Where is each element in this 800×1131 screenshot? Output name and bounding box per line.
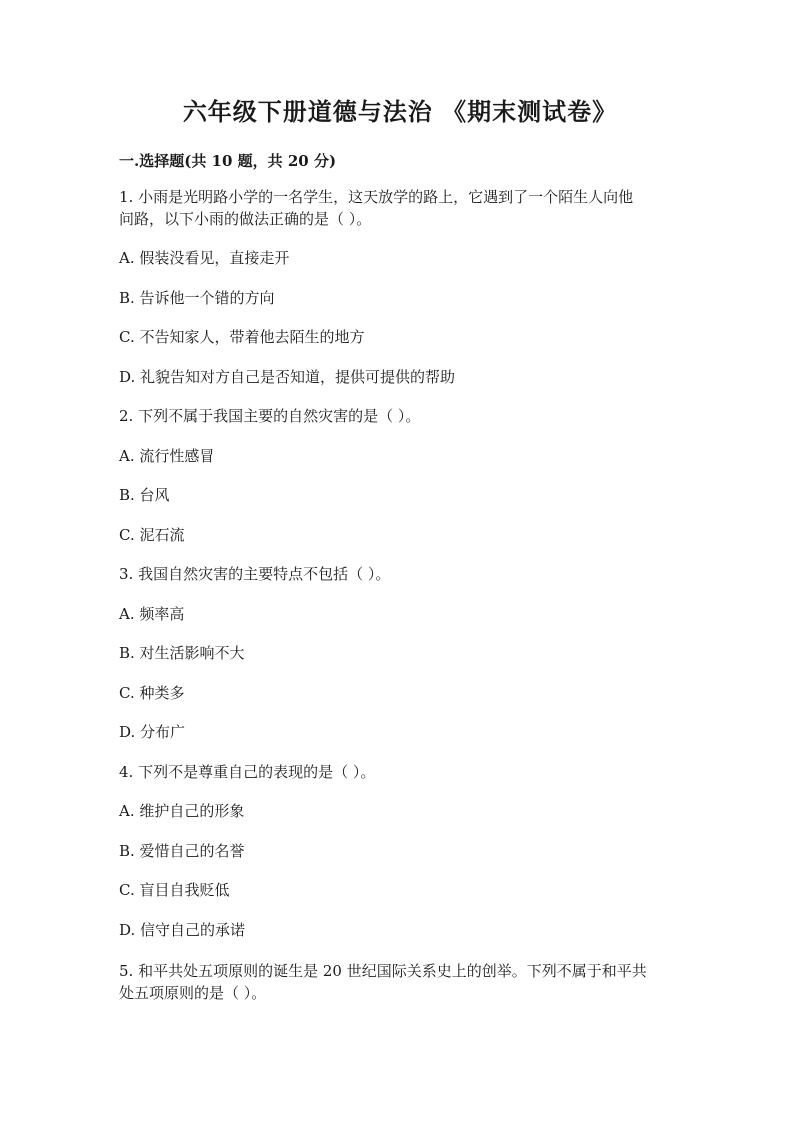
question-stem-line: 问路，以下小雨的做法正确的是（ ）。 bbox=[119, 210, 372, 228]
question-4-stem: 4. 下列不是尊重自己的表现的是（ ）。 bbox=[119, 763, 376, 781]
question-4-option-b: B. 爱惜自己的名誉 bbox=[119, 842, 245, 860]
question-4-option-a: A. 维护自己的形象 bbox=[119, 802, 245, 820]
question-1-option-d: D. 礼貌告知对方自己是否知道，提供可提供的帮助 bbox=[119, 368, 456, 386]
question-4-option-c: C. 盲目自我贬低 bbox=[119, 881, 230, 899]
question-stem-line: 1. 小雨是光明路小学的一名学生，这天放学的路上，它遇到了一个陌生人向他 bbox=[119, 188, 634, 206]
section-heading: 一.选择题(共 10 题，共 20 分) bbox=[119, 152, 337, 170]
question-1-stem bbox=[119, 186, 689, 230]
question-3-option-a: A. 频率高 bbox=[119, 605, 185, 623]
question-1-option-c: C. 不告知家人，带着他去陌生的地方 bbox=[119, 328, 365, 346]
question-3-stem: 3. 我国自然灾害的主要特点不包括（ ）。 bbox=[119, 565, 391, 583]
question-2-stem: 2. 下列不属于我国主要的自然灾害的是（ ）。 bbox=[119, 407, 421, 425]
question-4-option-d: D. 信守自己的承诺 bbox=[119, 921, 246, 939]
question-2-option-a: A. 流行性感冒 bbox=[119, 447, 215, 465]
question-stem-line: 5. 和平共处五项原则的诞生是 20 世纪国际关系史上的创举。下列不属于和平共 bbox=[119, 962, 647, 980]
question-1-option-b: B. 告诉他一个错的方向 bbox=[119, 289, 275, 307]
question-1-option-a: A. 假装没看见，直接走开 bbox=[119, 249, 290, 267]
question-3-option-d: D. 分布广 bbox=[119, 723, 186, 741]
question-5-stem bbox=[119, 960, 689, 1004]
question-3-option-b: B. 对生活影响不大 bbox=[119, 644, 245, 662]
question-stem-line: 处五项原则的是（ ）。 bbox=[119, 984, 267, 1002]
question-2-option-b: B. 台风 bbox=[119, 486, 170, 504]
question-3-option-c: C. 种类多 bbox=[119, 684, 185, 702]
question-2-option-c: C. 泥石流 bbox=[119, 526, 185, 544]
page-title: 六年级下册道德与法治 《期末测试卷》 bbox=[182, 97, 618, 126]
